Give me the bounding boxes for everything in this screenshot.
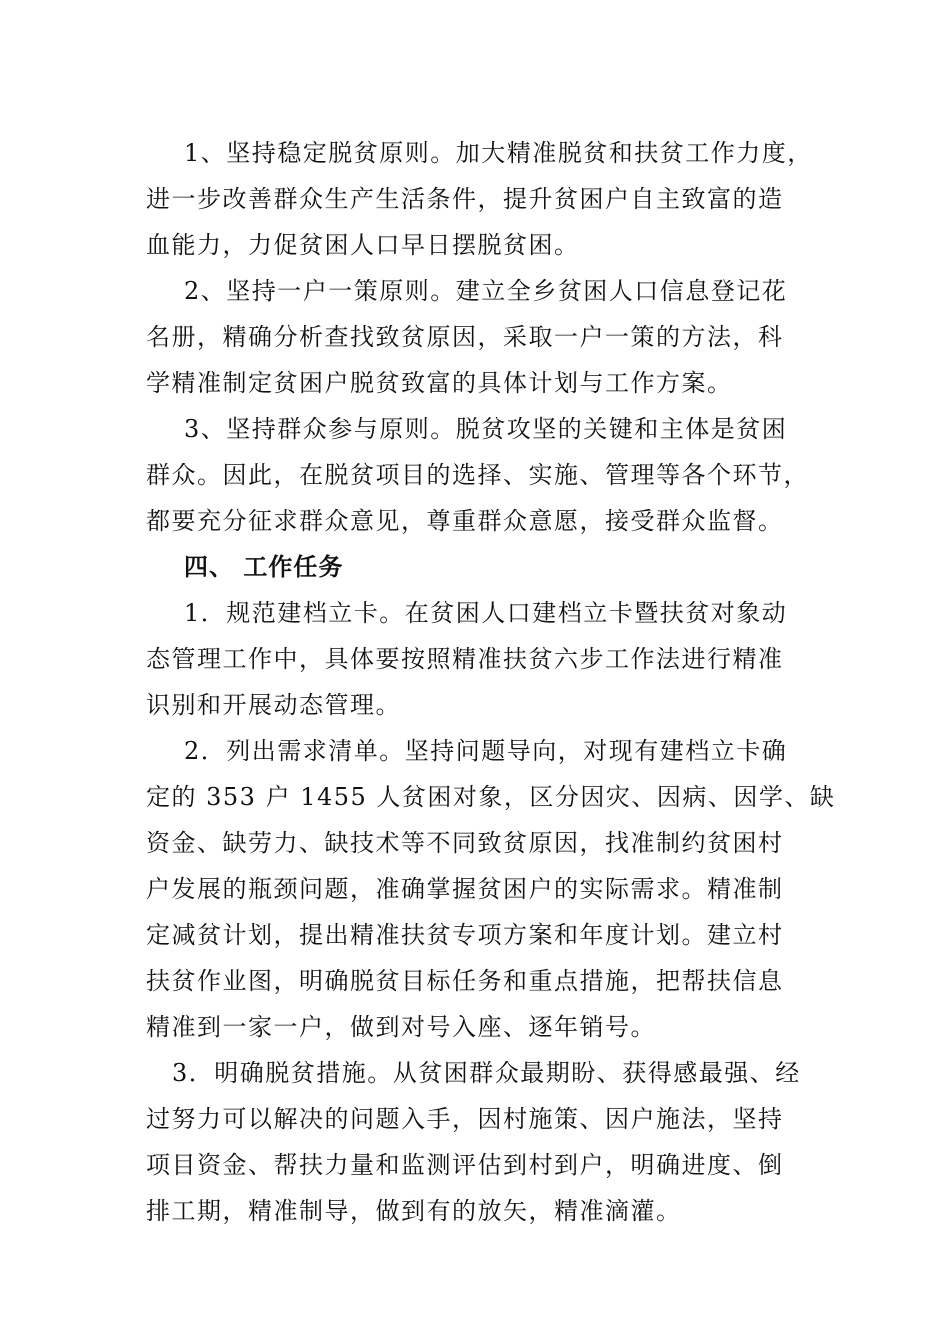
paragraph-line: 进一步改善群众生产生活条件，提升贫困户自主致富的造 [146,185,784,213]
paragraph-line: 资金、缺劳力、缺技术等不同致贫原因，找准制约贫困村 [146,829,784,857]
paragraph-line: 血能力，力促贫困人口早日摆脱贫困。 [146,231,580,259]
paragraph-line: 户发展的瓶颈问题，准确掌握贫困户的实际需求。精准制 [146,875,784,903]
paragraph-line: 扶贫作业图，明确脱贫目标任务和重点措施，把帮扶信息 [146,967,784,995]
paragraph-line: 学精准制定贫困户脱贫致富的具体计划与工作方案。 [146,369,733,397]
paragraph-line: 定的 353 户 1455 人贫困对象，区分因灾、因病、因学、缺 [146,783,836,811]
paragraph-line: 1．规范建档立卡。在贫困人口建档立卡暨扶贫对象动 [184,599,788,627]
paragraph-line: 都要充分征求群众意见，尊重群众意愿，接受群众监督。 [146,507,784,535]
paragraph-line: 3．明确脱贫措施。从贫困群众最期盼、获得感最强、经 [172,1059,801,1087]
paragraph-line: 过努力可以解决的问题入手，因村施策、因户施法，坚持 [146,1105,784,1133]
paragraph-line: 识别和开展动态管理。 [146,691,401,719]
paragraph-line: 2、坚持一户一策原则。建立全乡贫困人口信息登记花 [184,277,788,305]
section-heading: 四、 工作任务 [184,552,344,581]
paragraph-line: 2．列出需求清单。坚持问题导向，对现有建档立卡确 [184,737,788,765]
paragraph-line: 态管理工作中，具体要按照精准扶贫六步工作法进行精准 [146,645,784,673]
paragraph-line: 名册，精确分析查找致贫原因，采取一户一策的方法，科 [146,323,784,351]
paragraph-line: 定减贫计划，提出精准扶贫专项方案和年度计划。建立村 [146,921,784,949]
paragraph-line: 群众。因此，在脱贫项目的选择、实施、管理等各个环节， [146,461,809,489]
paragraph-line: 精准到一家一户，做到对号入座、逐年销号。 [146,1013,656,1041]
paragraph-line: 项目资金、帮扶力量和监测评估到村到户，明确进度、倒 [146,1151,784,1179]
document-body [146,130,836,1234]
paragraph-line: 排工期，精准制导，做到有的放矢，精准滴灌。 [146,1197,682,1225]
paragraph-line: 3、坚持群众参与原则。脱贫攻坚的关键和主体是贫困 [184,415,788,443]
paragraph-line: 1、坚持稳定脱贫原则。加大精准脱贫和扶贫工作力度， [184,139,813,167]
